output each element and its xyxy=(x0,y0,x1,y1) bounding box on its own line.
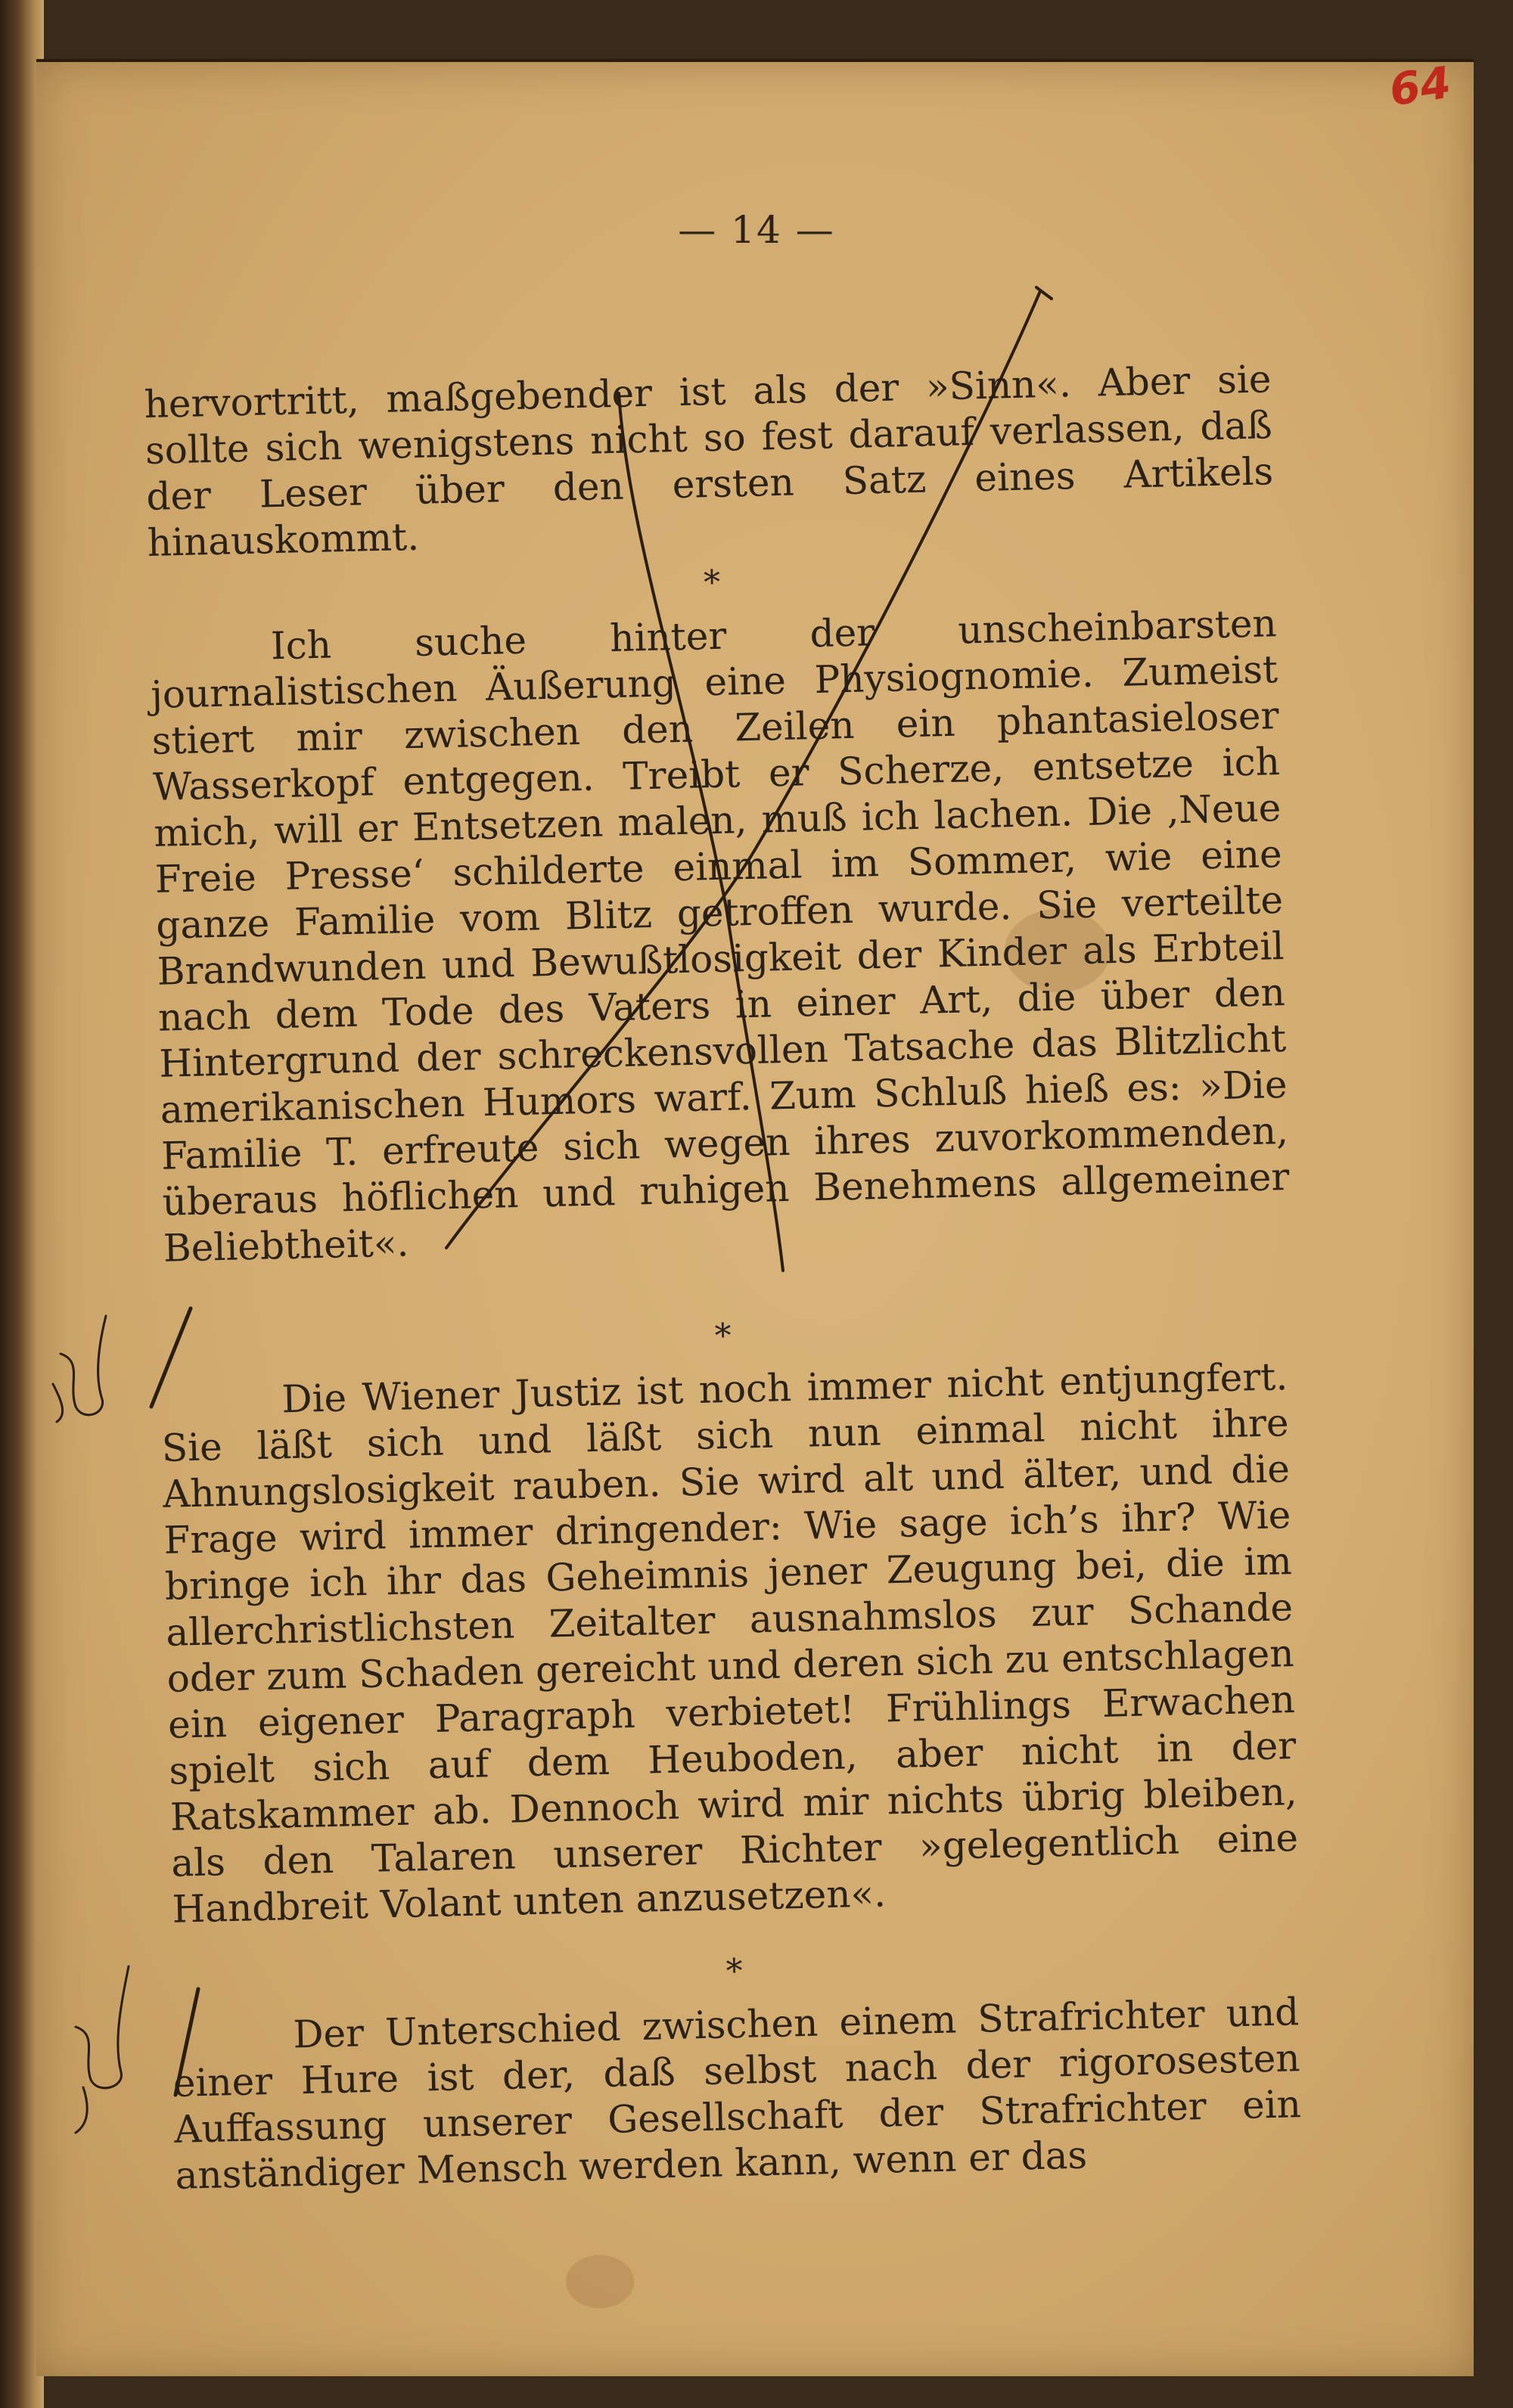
paragraph: Ich suche hinter der unscheinbarsten journalistischen Äußerung eine Physiognomie. Zumeist stiert mir zwischen den Zeilen ein phantasieloser Wasserkopf entgegen. Treibt er Scherze, entsetze ich mich, will er Entsetzen malen, muß ich lachen. Die ‚Neue Freie Presse‘ schilderte einmal im Sommer, wie eine ganze Familie vom Blitz getroffen wurde. Sie verteilte Brandwunden und Bewußtlosigkeit der Kinder als Erbteil nach dem Tode des Vaters in einer Art, die über den Hintergrund der schreckensvollen Tatsache das Blitzlicht amerikanischen Humors warf. Zum Schluß hieß es: »Die Familie T. erfreute sich wegen ihres zuvorkommenden, überaus höflichen und ruhigen Benehmens allgemeiner Beliebtheit«. xyxy=(150,601,1290,1271)
page-number: — 14 — xyxy=(678,208,835,252)
section-separator: * xyxy=(703,563,721,603)
paragraph: Die Wiener Justiz ist noch immer nicht entjungfert. Sie läßt sich und läßt sich nun einmal nicht ihre Ahnungslosigkeit rauben. Sie wird alt und älter, und die Frage wird immer dringender: Wie sage ich’s ihr? Wie bringe ich ihr das Geheimnis jener Zeugung bei, die im allerchristlichsten Zeitalter ausnahmslos zur Schande oder zum Schaden gereicht und deren sich zu entschlagen ein eigener Paragraph verbietet! Frühlings Erwachen spielt sich auf dem Heuboden, aber nicht in der Ratskammer ab. Dennoch wird mir nichts übrig bleiben, als den Talaren unserer Richter »gelegentlich eine Handbreit Volant unten anzusetzen«. xyxy=(161,1354,1299,1932)
folio-annotation: 64 xyxy=(1386,56,1455,116)
paper-stain xyxy=(566,2255,634,2308)
text-block-2 xyxy=(159,1294,1300,1933)
paragraph: Der Unterschied zwischen einem Strafrichter und einer Hure ist der, daß selbst nach der rigorosesten Auffassung unserer Gesellschaft der Strafrichter ein anständiger Mensch werden kann, wenn er das xyxy=(172,1990,1302,2198)
text-block-1 xyxy=(144,356,1291,1272)
section-separator: * xyxy=(714,1316,732,1356)
paragraph: hervortritt, maßgebender ist als der »Sinn«. Aber sie sollte sich wenigstens nicht so fest darauf verlassen, daß der Leser über den ersten Satz eines Artikels hinauskommt. xyxy=(144,357,1274,565)
text-block-3 xyxy=(170,1929,1303,2199)
section-separator: * xyxy=(725,1951,744,1991)
